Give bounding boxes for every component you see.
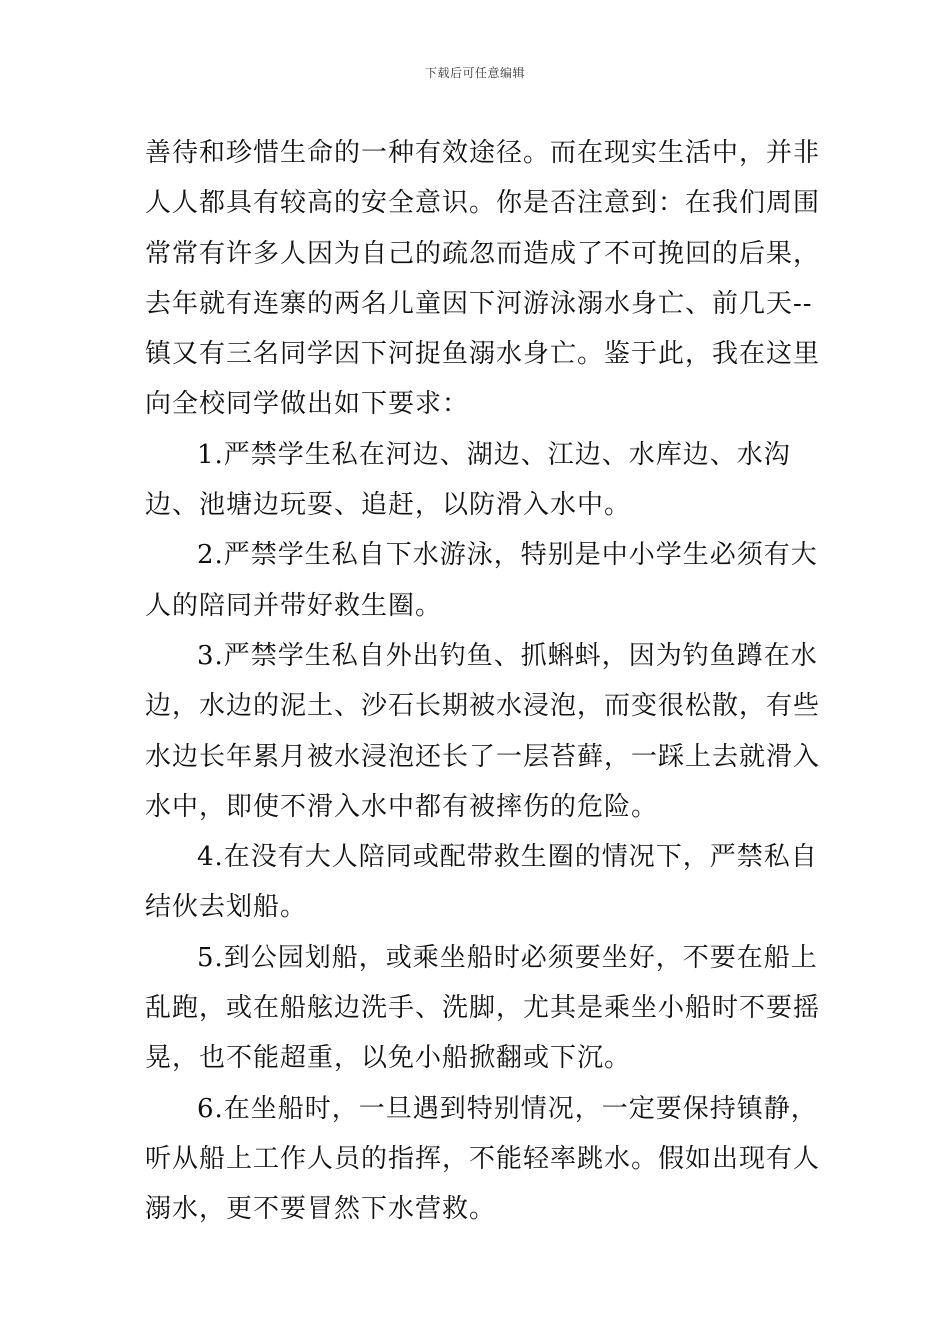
document-body (145, 128, 825, 1235)
paragraph-rule-3: 3.严禁学生私自外出钓鱼、抓蝌蚪，因为钓鱼蹲在水边，水边的泥土、沙石长期被水浸泡，而变很松散，有些水边长年累月被水浸泡还长了一层苔藓，一踩上去就滑入水中，即使不滑入水中都有被摔伤的危险。 (145, 640, 821, 822)
paragraph-rule-4: 4.在没有大人陪同或配带救生圈的情况下，严禁私自结伙去划船。 (145, 842, 818, 923)
paragraph-rule-1: 1.严禁学生私在河边、湖边、江边、水库边、水沟边、池塘边玩耍、追赶，以防滑入水中。 (145, 439, 791, 521)
page-header-note: 下载后可任意编辑 (424, 66, 525, 80)
paragraph-rule-5: 5.到公园划船，或乘坐船时必须要坐好，不要在船上乱跑，或在船舷边洗手、洗脚，尤其是乘坐小船时不要摇晃，也不能超重，以免小船掀翻或下沉。 (145, 942, 821, 1074)
paragraph-rule-6: 6.在坐船时，一旦遇到特别情况，一定要保持镇静，听从船上工作人员的指挥，不能轻率跳水。假如出现有人溺水，更不要冒然下水营救。 (145, 1093, 821, 1225)
paragraph-intro: 善待和珍惜生命的一种有效途径。而在现实生活中，并非人人都具有较高的安全意识。你是否注意到：在我们周围常常有许多人因为自己的疏忽而造成了不可挽回的后果，去年就有连寨的两名儿童因下河游泳溺水身亡、前几天--镇又有三名同学因下河捉鱼溺水身亡。鉴于此，我在这里向全校同学做出如下要求： (145, 138, 821, 420)
paragraph-rule-2: 2.严禁学生私自下水游泳，特别是中小学生必须有大人的陪同并带好救生圈。 (145, 540, 818, 621)
